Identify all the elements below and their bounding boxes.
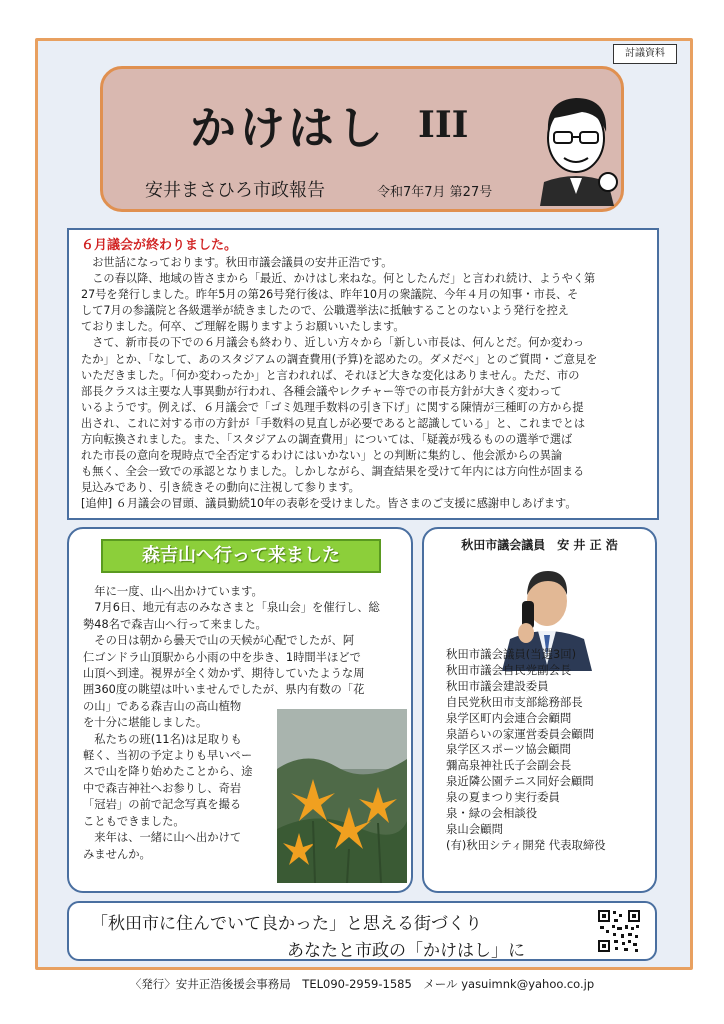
paragraph-line: 7月6日、地元有志のみなさまと「泉山会」を催行し、総 bbox=[83, 601, 380, 615]
issue-number: 令和7年7月 第27号 bbox=[377, 185, 493, 200]
paragraph-line: 出され、これに対する市の方針が「手数料の見直しが必要であると認識している」と、これまでとは bbox=[81, 416, 586, 430]
paragraph-line: 見込みであり、引き続きその動向に注視して参ります。 bbox=[81, 481, 360, 495]
narrow-text-column bbox=[83, 699, 273, 863]
paragraph-line: れた市長の意向を現時点で全否定するわけにはいかない」との判断に集約し、他会派からの異論 bbox=[81, 449, 563, 463]
role-item: 秋田市議会自民党副会長 bbox=[446, 662, 572, 677]
role-item: 泉語らいの家運営委員会顧問 bbox=[446, 726, 595, 741]
paragraph-line: 「冠岩」の前で記念写真を撮る bbox=[83, 798, 242, 812]
paragraph-line: 部長クラスは主要な人事異動が行われ、各種会議やレクチャー等での市長方針が大きく変わって bbox=[81, 384, 562, 398]
paragraph-line: 勢48名で森吉山へ行って来ました。 bbox=[83, 617, 267, 631]
profile-section bbox=[422, 527, 657, 893]
paragraph-line: 山頂へ到達。視界が全く効かず、期待していたような周 bbox=[83, 667, 365, 681]
publisher-info: 〈発行〉安井正浩後援会事務局 TEL090-2959-1585 メール yasuimnk@yahoo.co.jp bbox=[129, 977, 595, 991]
paragraph-line: 方向転換されました。また、「スタジアムの調査費用」については、「疑義が残るものの選挙で選ば bbox=[81, 433, 573, 447]
paragraph-line: ておりました。何卒、ご理解を賜りますようお願いいたします。 bbox=[81, 320, 405, 334]
paragraph-line: [追伸] ６月議会の冒頭、議員勤続10年の表彰を受けました。皆さまのご支援に感謝申しあげます。 bbox=[81, 497, 577, 511]
june-assembly-section bbox=[67, 228, 659, 520]
role-item: (有)秋田シティ開発 代表取締役 bbox=[446, 837, 606, 852]
role-item: 自民党秋田市支部総務部長 bbox=[446, 694, 583, 709]
paragraph-line: を十分に堪能しました。 bbox=[83, 716, 208, 730]
paragraph-line: さて、新市長の下での６月議会も終わり、近しい方々から「新しい市長は、何んとだ。何か変わっ bbox=[81, 336, 585, 350]
paragraph-line: お世話になっております。秋田市議会議員の安井正浩です。 bbox=[81, 256, 393, 269]
paragraph-line: の山」である森吉山の高山植物 bbox=[83, 699, 242, 713]
roles-list bbox=[446, 647, 606, 854]
paragraph-line: 来年は、一緒に山へ出かけて bbox=[83, 831, 242, 845]
qr-code-icon[interactable] bbox=[597, 909, 641, 953]
paragraph-line: 仁ゴンドラ山頂駅から小雨の中を歩き、1時間半ほどで bbox=[83, 650, 361, 664]
paragraph-line: たか」とか、「なして、あのスタジアムの調査費用(予算)を認めたの。ダメだべ」とのご質問・ご意見を bbox=[81, 352, 598, 366]
slogan-footer bbox=[67, 901, 657, 961]
paragraph-line: いるようです。例えば、６月議会で「ゴミ処理手数料の引き下げ」に関する陳情が三種町の方から提 bbox=[81, 400, 584, 414]
role-item: 泉近隣公園テニス同好会顧問 bbox=[446, 774, 594, 789]
discussion-material-badge: 討議資料 bbox=[613, 44, 677, 64]
paragraph-line: みませんか。 bbox=[83, 847, 151, 861]
role-item: 泉山会顧問 bbox=[446, 821, 503, 836]
paragraph-line: 年に一度、山へ出かけています。 bbox=[83, 585, 263, 598]
role-item: 彌高泉神社氏子会副会長 bbox=[446, 758, 572, 773]
moriyoshi-trip-section bbox=[67, 527, 413, 893]
newsletter-title-number: III bbox=[418, 104, 469, 146]
paragraph-line: 中で森吉神社へお参りし、奇岩 bbox=[83, 781, 242, 795]
newsletter-title: かけはし bbox=[190, 101, 386, 155]
section-heading: ６月議会が終わりました。 bbox=[81, 238, 238, 253]
lily-flower-photo-icon bbox=[277, 709, 407, 883]
trip-section-title: 森吉山へ行って来ました bbox=[101, 539, 381, 573]
paragraph-line: 囲360度の眺望は叶いませんでしたが、県内有数の「花 bbox=[83, 683, 365, 697]
paragraph-line: して7月の参議院と各級選挙が続きましたので、公職選挙法に抵触することのないよう発行を控え bbox=[81, 304, 569, 318]
role-item: 秋田市議会議員(当選3回) bbox=[446, 647, 577, 661]
role-item: 泉学区スポーツ協会顧問 bbox=[446, 742, 571, 757]
role-item: 秋田市議会建設委員 bbox=[446, 678, 549, 693]
paragraph-line: こともできました。 bbox=[83, 814, 185, 828]
paragraph-line: 私たちの班(11名)は足取りも bbox=[83, 732, 242, 746]
paragraph-line: この春以降、地域の皆さまから「最近、かけはし来ねな。何としたんだ」と言われ続け、ようやく第 bbox=[81, 272, 596, 286]
member-name: 秋田市議会議員 安 井 正 浩 bbox=[461, 538, 618, 552]
paragraph-line: スで山を降り始めたことから、途 bbox=[83, 765, 253, 779]
paragraph-line: 27号を発行しました。昨年5月の第26号発行後は、昨年10月の衆議院、今年４月の知事・市長、そ bbox=[81, 288, 579, 302]
slogan-line-2: あなたと市政の「かけはし」に bbox=[287, 941, 525, 961]
paragraph-line: その日は朝から曇天で山の天候が心配でしたが、阿 bbox=[83, 634, 355, 648]
slogan-line-1: 「秋田市に住んでいて良かった」と思える街づくり bbox=[91, 914, 482, 934]
newsletter-subtitle: 安井まさひろ市政報告 bbox=[145, 180, 325, 201]
role-item: 泉学区町内会連合会顧問 bbox=[446, 710, 572, 725]
caricature-portrait-icon bbox=[530, 86, 622, 206]
role-item: 泉・緑の会相談役 bbox=[446, 806, 538, 821]
paragraph-line: も無く、全会一致での承認となりました。しかしながら、調査結果を受けて年内には方向性が固まる bbox=[81, 465, 585, 479]
role-item: 泉の夏まつり実行委員 bbox=[446, 790, 560, 805]
paragraph-line: いただきました。「何か変わったか」と言われれば、それほど大きな変化はありません。ただ、市の bbox=[81, 368, 580, 382]
paragraph-line: 軽く、当初の予定よりも早いペー bbox=[83, 749, 253, 763]
